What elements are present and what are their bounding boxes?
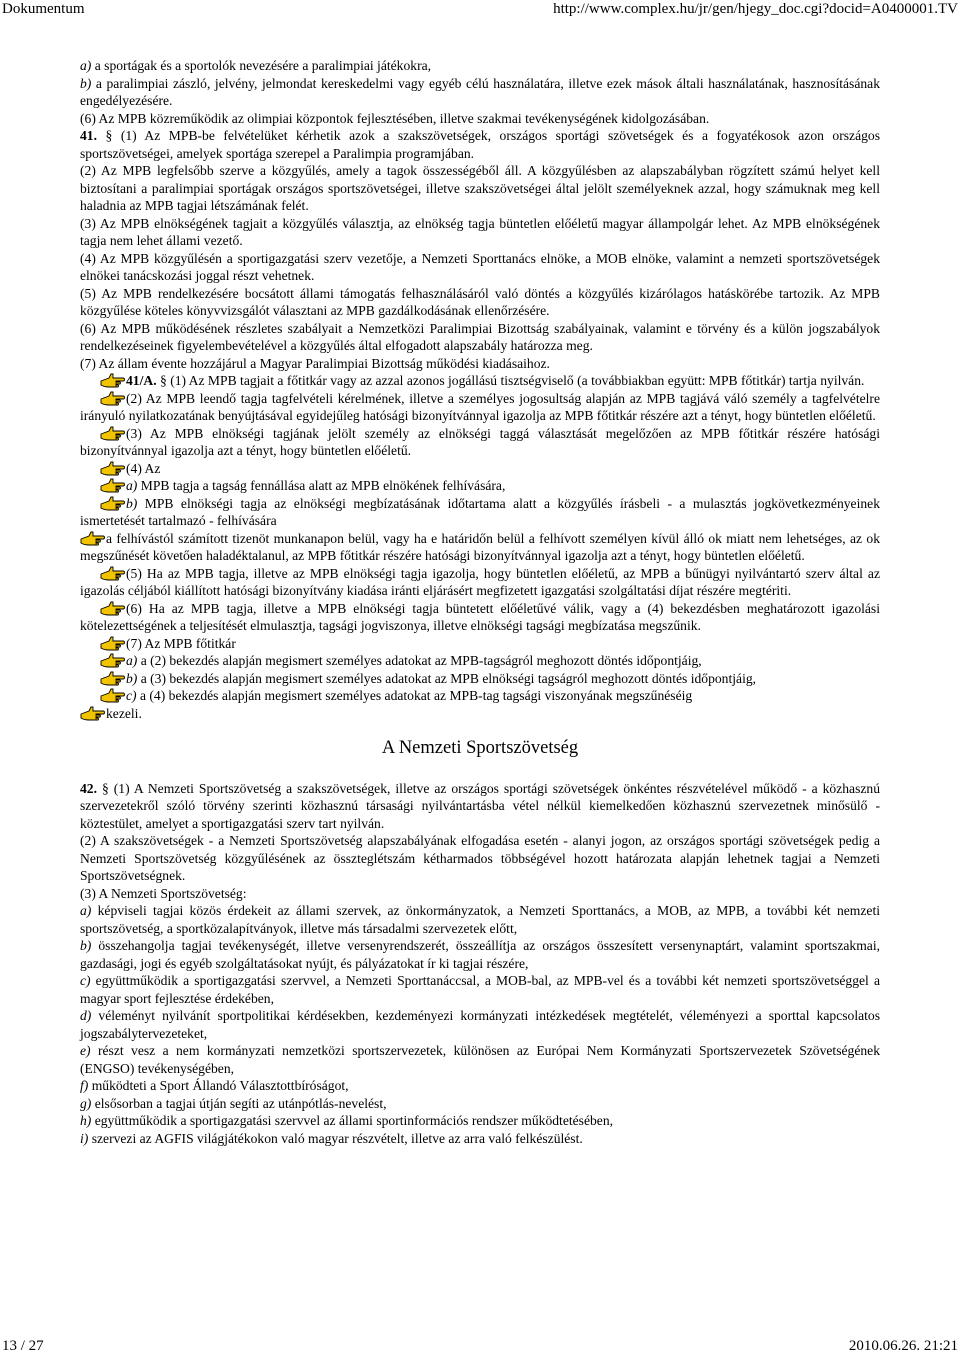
paragraph: a) MPB tagja a tagság fennállása alatt az MPB elnökének felhívására, — [80, 477, 880, 495]
section-title: A Nemzeti Sportszövetség — [381, 738, 579, 758]
paragraph: h) együttműködik a sportigazgatási szervvel az állami sportinformációs rendszer működtetésében, — [80, 1113, 614, 1128]
paragraph: i) szervezi az AGFIS világjátékokon való magyar részvételt, illetve az arra való felkészülést. — [80, 1130, 583, 1146]
paragraph: (5) Az MPB rendelkezésére bocsátott állami támogatás felhasználásáról való döntés a közgyűlés kizárólagos hatáskörébe tartozik. Az MPB közgyűlése köteles könyvvizsgálót választani az MPB gazdálkodásának ellenőrzésére. — [80, 285, 880, 318]
paragraph: 41/A. § (1) Az MPB tagjait a főtitkár vagy az azzal azonos jogállású tisztségviselő (a továbbiakban együtt: MPB főtitkár) tartja nyilván. — [80, 372, 880, 390]
paragraph: b) MPB elnökségi tagja az elnökségi megbízatásának időtartama alatt a közgyűlés írásbeli - a mulasztás jogkövetkezményeinek ismertetését tartalmazó - felhívására — [80, 495, 880, 528]
pointing-hand-icon — [100, 460, 125, 476]
paragraph: a) a (2) bekezdés alapján megismert személyes adatokat az MPB-tagságról meghozott döntés időpontjáig, — [80, 652, 880, 670]
pointing-hand-icon — [80, 705, 105, 721]
paragraph: (3) Az MPB elnökségi tagjának jelölt személy az elnökségi taggá választását megelőzően az MPB főtitkár részére hatósági bizonyítvánnyal igazolja azt a tényt, hogy büntetlen előéletű. — [80, 425, 880, 458]
paragraph: kezeli. — [80, 705, 880, 723]
paragraph: (4) Az — [80, 460, 880, 478]
paragraph: (7) Az MPB főtitkár — [80, 635, 880, 653]
page-footer — [0, 1337, 960, 1357]
pointing-hand-icon — [100, 670, 125, 686]
pointing-hand-icon — [100, 565, 125, 581]
paragraph: a felhívástól számított tizenöt munkanapon belül, vagy ha e határidőn belül a felhívott személyen kívül álló ok miatt nem lehetséges, az ok megszűnését követően haladéktalanul, az MPB főtitkár részére hatósági bizonyítvánnyal igazolja azt a tényt, hogy büntetlen előéletű. — [80, 530, 880, 563]
page-header — [0, 0, 960, 20]
paragraph: e) részt vesz a nem kormányzati nemzetközi sportszervezetek, különösen az Európai Nem Kormányzati Sportszervezetek Szövetségének (ENGSO) tevékenységében, — [80, 1043, 880, 1076]
pointing-hand-icon — [100, 652, 125, 668]
paragraph: c) együttműködik a sportigazgatási szervvel, a Nemzeti Sporttanáccsal, a MOB-bal, az MPB-vel és a további két nemzeti sportszövetséggel a magyar sport fejlesztése érdekében, — [80, 973, 880, 1006]
paragraph: (6) Az MPB működésének részletes szabályait a Nemzetközi Paralimpiai Bizottság szabályainak, valamint e törvény és a külön jogszabályok rendelkezéseinek figyelembevételével a közgyűlés által elfogadott alapszabály határozza meg. — [80, 320, 880, 353]
paragraph: g) elsősorban a tagjai útján segíti az utánpótlás-nevelést, — [80, 1095, 387, 1111]
paragraph: a) a sportágak és a sportolók nevezésére a paralimpiai játékokra, — [80, 58, 432, 73]
paragraph: (5) Ha az MPB tagja, illetve az MPB elnökségi tagja igazolja, hogy büntetlen előéletű, az MPB a bűnügyi nyilvántartó szerv által az igazolás céljából kiállított hatósági bizonyítvány kiadása iránti eljárásért megfizetett igazgatási szolgáltatási díjat részére megtériti. — [80, 565, 880, 598]
paragraph: (2) Az MPB leendő tagja tagfelvételi kérelmének, illetve a személyes jogosultság alapján az MPB tagjává váló személy a tagfelvételre irányuló nyilatkozatának benyújtásával egyidejűleg hatósági bizonyítvánnyal igazolja az MPB főtitkár részére azt a tényt, hogy büntetlen előéletű. — [80, 390, 880, 423]
paragraph: (2) Az MPB legfelsőbb szerve a közgyűlés, amely a tagok összességéből áll. A közgyűlésben az alapszabályban rögzített számú helyet kell biztosítani a paralimpiai sportágak országos sportszövetségei, illetve szakszövetségei által jelölt személyeknek azzal, hogy számuknak meg kell haladnia az MPB tagjai létszámának felét. — [80, 163, 880, 213]
paragraph: (4) Az MPB közgyűlésén a sportigazgatási szerv vezetője, a Nemzeti Sporttanács elnöke, a MOB elnöke, valamint a nemzeti sportszövetségek elnökei tanácskozási joggal részt vehetnek. — [80, 250, 880, 283]
page-number: 13 / 27 — [2, 1338, 44, 1354]
paragraph: b) a (3) bekezdés alapján megismert személyes adatokat az MPB elnökségi tagságról meghozott döntés időpontjáig, — [80, 670, 880, 688]
paragraph: (7) Az állam évente hozzájárul a Magyar Paralimpiai Bizottság működési kiadásaihoz. — [80, 355, 550, 371]
pointing-hand-icon — [80, 530, 105, 546]
pointing-hand-icon — [100, 372, 125, 388]
pointing-hand-icon — [100, 600, 125, 616]
paragraph: 41. § (1) Az MPB-be felvételüket kérhetik azok a szakszövetségek, országos sportági szövetségek és a fogyatékosok azon országos sportszövetségei, amelyek sportága szerepel a Paralimpia programjában. — [80, 128, 880, 161]
header-url[interactable]: http://www.complex.hu/jr/gen/hjegy_doc.cgi?docid=A0400001.TV — [553, 1, 958, 17]
paragraph: f) működteti a Sport Állandó Választottbíróságot, — [80, 1078, 349, 1093]
pointing-hand-icon — [100, 687, 125, 703]
paragraph: (6) Ha az MPB tagja, illetve a MPB elnökségi tagja büntetett előéletűvé válik, vagy a (4) bekezdésben meghatározott igazolási kötelezettségének a teljesítését elmulasztja, tagsági jogviszonya, illetve elnökségi tagsági megbízatása megszűnik. — [80, 600, 880, 633]
paragraph: (3) A Nemzeti Sportszövetség: — [80, 885, 247, 901]
pointing-hand-icon — [100, 477, 125, 493]
paragraph: a) képviseli tagjai közös érdekeit az állami szervek, az önkormányzatok, a Nemzeti Sporttanács, a MOB, az MPB, a további két nemzeti sportszövetség, a sportközalapítványok, illetve más társadalmi szervezetek előtt, — [80, 903, 880, 936]
pointing-hand-icon — [100, 425, 125, 441]
paragraph: (6) Az MPB közreműködik az olimpiai központok fejlesztésében, illetve szakmai tevékenységének kidolgozásában. — [80, 110, 710, 126]
paragraph: 42. § (1) A Nemzeti Sportszövetség a szakszövetségek, illetve az országos sportági szövetségek önkéntes részvételével működő - a közhasznú szervezetekről szóló törvény szerinti közhasznú társasági nyilvántartásba vétel nélkül kiemelkedően közhasznú szervezetnek minősülő - köztestület, amelyet a sportigazgatási szerv tart nyilván. — [80, 780, 880, 831]
paragraph: (3) Az MPB elnökségének tagjait a közgyűlés választja, az elnökség tagja büntetlen előéletű magyar állampolgár lehet. Az MPB elnökségének tagja nem lehet állami vezető. — [80, 215, 880, 248]
print-datetime: 2010.06.26. 21:21 — [848, 1338, 958, 1354]
paragraph: d) véleményt nyilvánít sportpolitikai kérdésekben, kezdeményezi kormányzati intézkedések megtételét, véleményezi a sporttal kapcsolatos jogszabálytervezeteket, — [80, 1008, 880, 1041]
paragraph-list-2 — [80, 780, 880, 1148]
header-title: Dokumentum — [2, 1, 85, 17]
paragraph: (2) A szakszövetségek - a Nemzeti Sportszövetség alapszabályának elfogadása esetén - alanyi jogon, az országos sportági szövetségek pedig a Nemzeti Sportszövetség közgyűlésének az összteglétszám kétharmados többségével hozott határozata alapján lehetnek tagjai a Nemzeti Sportszövetségnek. — [80, 833, 880, 883]
pointing-hand-icon — [100, 635, 125, 651]
paragraph: b) összehangolja tagjai tevékenységét, illetve versenyrendszerét, összeállítja az országos összesített versenynaptárt, valamint sportszakmai, gazdasági, jogi és egyéb szolgáltatásokat nyújt, és pályázatokat ír ki tagjai részére, — [80, 938, 880, 971]
document-body — [80, 57, 880, 1147]
pointing-hand-icon — [100, 390, 125, 406]
pointing-hand-icon — [100, 495, 125, 511]
paragraph-list-1 — [80, 57, 880, 722]
paragraph: c) a (4) bekezdés alapján megismert személyes adatokat az MPB-tag tagsági viszonyának megszűnéséig — [80, 687, 880, 705]
paragraph: b) a paralimpiai zászló, jelvény, jelmondat kereskedelmi vagy egyéb célú használatára, illetve ezek mások általi használatának, hasznosításának engedélyezésére. — [80, 75, 880, 108]
